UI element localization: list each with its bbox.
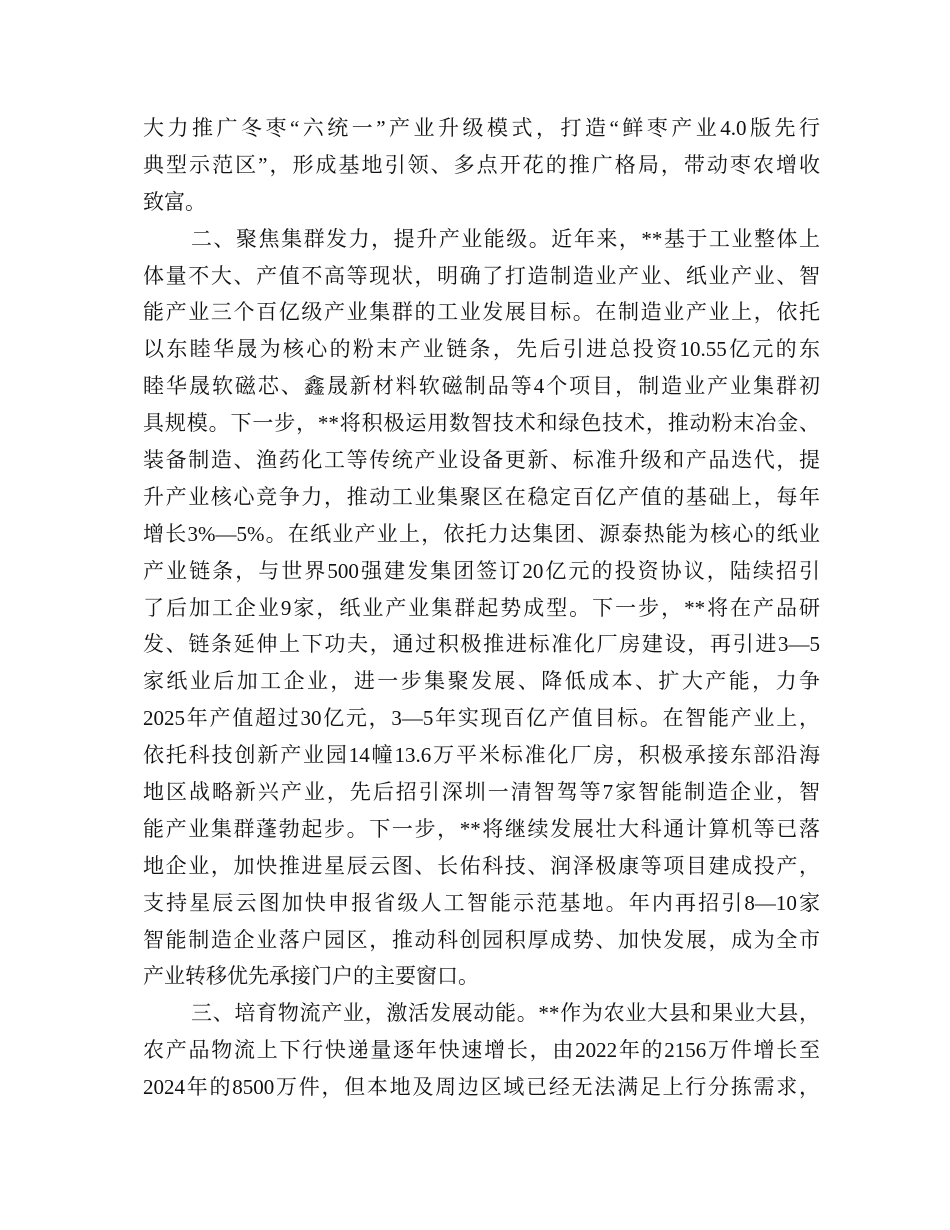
text-line: 智能制造企业落户园区，推动科创园积厚成势、加快发展，成为全市 [143, 927, 820, 952]
text-line: 发、链条延伸上下功夫，通过积极推进标准化厂房建设，再引进3—5 [143, 632, 820, 657]
text-line: 具规模。下一步，**将积极运用数智技术和绿色技术，推动粉末冶金、 [143, 411, 820, 436]
text-line: 2025年产值超过30亿元，3—5年实现百亿产值目标。在智能产业上， [143, 706, 820, 731]
text-line: 了后加工企业9家，纸业产业集群起势成型。下一步，**将在产品研 [143, 595, 820, 620]
text-line: 能产业集群蓬勃起步。下一步，**将继续发展壮大科通计算机等已落 [143, 816, 820, 841]
text-line: 2024年的8500万件，但本地及周边区域已经无法满足上行分拣需求， [143, 1075, 820, 1100]
text-line: 产业转移优先承接门户的主要窗口。 [143, 964, 479, 989]
text-line: 家纸业后加工企业，进一步集聚发展、降低成本、扩大产能，力争 [143, 669, 820, 694]
text-line: 三、培育物流产业，激活发展动能。**作为农业大县和果业大县， [191, 1001, 820, 1026]
text-line: 能产业三个百亿级产业集群的工业发展目标。在制造业产业上，依托 [143, 300, 820, 325]
text-line: 大力推广冬枣“六统一”产业升级模式，打造“鲜枣产业4.0版先行 [143, 116, 820, 140]
text-line: 以东睦华晟为核心的粉末产业链条，先后引进总投资10.55亿元的东 [143, 337, 820, 362]
document-body [143, 110, 820, 1106]
text-line: 农产品物流上下行快递量逐年快速增长，由2022年的2156万件增长至 [143, 1038, 820, 1063]
text-line: 升产业核心竞争力，推动工业集聚区在稳定百亿产值的基础上，每年 [143, 484, 820, 509]
text-line: 支持星辰云图加快申报省级人工智能示范基地。年内再招引8—10家 [143, 890, 820, 915]
text-line: 二、聚焦集群发力，提升产业能级。近年来，**基于工业整体上 [191, 226, 820, 251]
text-line: 地区战略新兴产业，先后招引深圳一清智驾等7家智能制造企业，智 [143, 780, 820, 805]
text-line: 典型示范区”，形成基地引领、多点开花的推广格局，带动枣农增收 [143, 152, 820, 177]
text-line: 依托科技创新产业园14幢13.6万平米标准化厂房，积极承接东部沿海 [143, 743, 820, 768]
text-line: 产业链条，与世界500强建发集团签订20亿元的投资协议，陆续招引 [143, 558, 820, 583]
text-line: 致富。 [143, 189, 206, 214]
text-line: 体量不大、产值不高等现状，明确了打造制造业产业、纸业产业、智 [143, 263, 820, 288]
text-line: 增长3%—5%。在纸业产业上，依托力达集团、源泰热能为核心的纸业 [143, 521, 820, 546]
text-line: 睦华晟软磁芯、鑫晟新材料软磁制品等4个项目，制造业产业集群初 [143, 374, 820, 399]
text-line: 装备制造、渔药化工等传统产业设备更新、标准升级和产品迭代，提 [143, 448, 820, 473]
text-line: 地企业，加快推进星辰云图、长佑科技、润泽极康等项目建成投产， [143, 853, 820, 878]
